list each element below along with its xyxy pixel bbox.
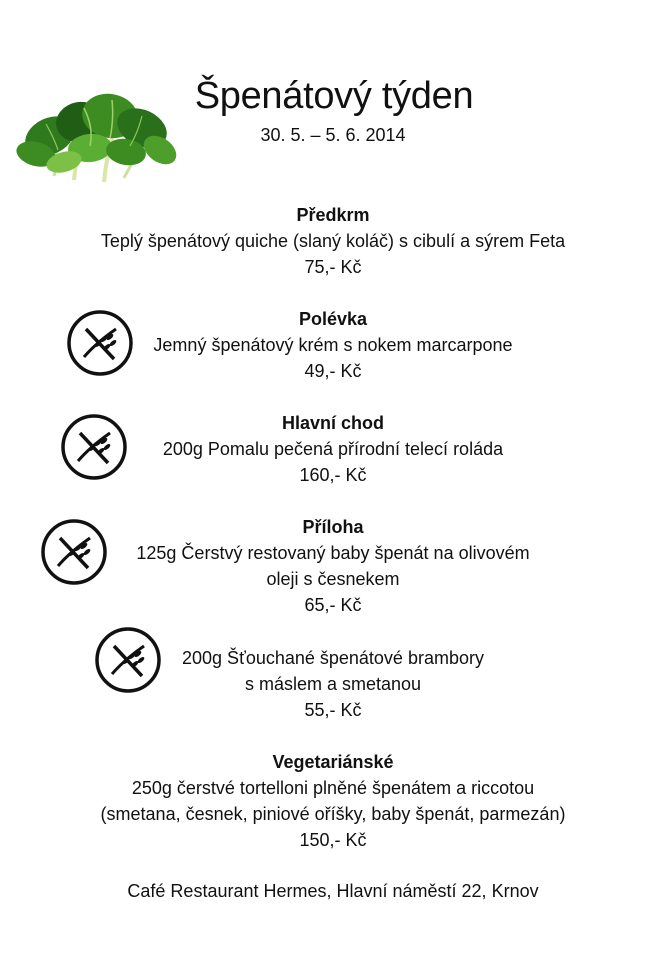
section-starter [0,202,666,280]
dish-price: 160,- Kč [299,465,367,485]
dish-description: 250g čerstvé tortelloni plněné špenátem a riccotou [131,778,535,798]
dish-description: 200g Pomalu pečená přírodní telecí roláda [162,439,504,459]
section-heading: Vegetariánské [272,752,394,772]
section-vegetarian [0,749,666,853]
dish-description: 200g Šťouchané špenátové brambory [182,648,484,668]
restaurant-address: Café Restaurant Hermes, Hlavní náměstí 22, Krnov [127,881,539,901]
section-soup [0,306,666,384]
dish-price: 55,- Kč [304,700,362,720]
dish-description: oleji s česnekem [266,569,400,589]
section-heading: Příloha [302,517,364,537]
dish-description: Jemný špenátový krém s nokem marcarpone [153,335,513,355]
page-title: Špenátový týden [194,75,474,117]
dish-description: (smetana, česnek, piniové oříšky, baby špenát, parmezán) [100,804,566,824]
section-main [0,410,666,488]
date-range: 30. 5. – 5. 6. 2014 [260,125,406,145]
dish-price: 75,- Kč [304,257,362,277]
dish-description: 125g Čerstvý restovaný baby špenát na olivovém [136,543,530,563]
dish-price: 150,- Kč [299,830,367,850]
section-heading: Předkrm [296,205,370,225]
section-side-2 [0,645,666,723]
dish-price: 65,- Kč [304,595,362,615]
dish-description: Teplý špenátový quiche (slaný koláč) s cibulí a sýrem Feta [100,231,566,251]
dish-price: 49,- Kč [304,361,362,381]
dish-description: s máslem a smetanou [244,674,422,694]
section-heading: Hlavní chod [281,413,384,433]
section-heading: Polévka [298,309,368,329]
section-side [0,514,666,618]
